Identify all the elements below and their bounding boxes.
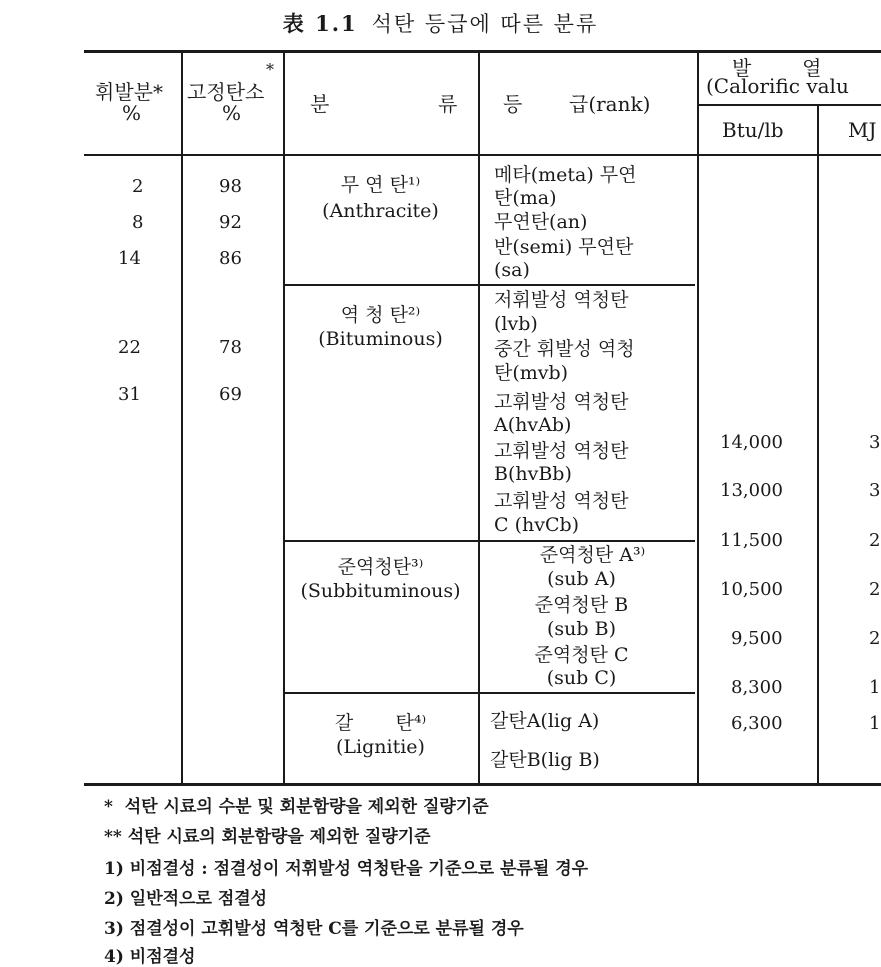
footnote: 1) 비점결성 : 점결성이 저휘발성 역청탄을 기준으로 분류될 경우: [104, 859, 589, 879]
volatile-cell: 22: [118, 337, 141, 358]
class-anthracite-ko: 무 연 탄¹⁾: [340, 174, 421, 196]
class-subbituminous-en: (Subbituminous): [300, 580, 461, 602]
header-calorific-en: (Calorific valu: [706, 74, 849, 98]
rank-line: (sub A): [547, 568, 616, 590]
class-anthracite-en: (Anthracite): [322, 200, 439, 222]
mj-cell: 3: [869, 432, 881, 453]
rank-line: 탄(mvb): [494, 362, 569, 384]
footnote: * 석탄 시료의 수분 및 회분함량을 제외한 질량기준: [104, 797, 489, 817]
class-bituminous-ko: 역 청 탄²⁾: [340, 304, 421, 326]
header-volatile: 휘발분*: [95, 80, 163, 104]
header-calorific-ko: 발 열: [732, 56, 822, 80]
volatile-cell: 31: [118, 384, 141, 405]
volatile-cell: 14: [118, 248, 141, 269]
col-divider-5: [817, 104, 819, 784]
class-subbituminous-ko: 준역청탄³⁾: [337, 556, 424, 578]
header-fixed-star: *: [266, 60, 274, 79]
rank-line: 고휘발성 역청탄: [494, 490, 629, 512]
subbituminous-rule: [285, 692, 695, 694]
header-btu: Btu/lb: [722, 118, 784, 142]
fixed-carbon-cell: 92: [219, 212, 242, 233]
rank-line: 중간 휘발성 역청: [494, 338, 635, 360]
btu-cell: 9,500: [731, 628, 783, 649]
btu-cell: 6,300: [731, 713, 783, 734]
btu-cell: 14,000: [720, 432, 783, 453]
class-bituminous-en: (Bituminous): [318, 328, 443, 350]
rank-line: A(hvAb): [494, 414, 572, 436]
header-fixed-carbon: 고정탄소: [187, 80, 265, 104]
volatile-cell: 2: [132, 176, 144, 197]
btu-cell: 8,300: [731, 677, 783, 698]
class-lignite-ko: 갈 탄⁴⁾: [334, 712, 427, 734]
header-fixed-unit: %: [222, 101, 242, 125]
header-mj: MJ: [848, 118, 877, 142]
header-class-b: 류: [438, 92, 458, 116]
class-lignite-en: (Lignitie): [336, 736, 425, 758]
header-class-a: 분: [310, 92, 330, 116]
col-divider-1: [181, 52, 183, 784]
footnote: 4) 비점결성: [104, 947, 196, 967]
footnote: 2) 일반적으로 점결성: [104, 889, 268, 909]
footnote: 3) 점결성이 고휘발성 역청탄 C를 기준으로 분류될 경우: [104, 919, 524, 939]
rank-line: 고휘발성 역청탄: [494, 391, 629, 413]
header-rank-b: 급(rank): [569, 92, 651, 116]
header-rank-a: 등: [503, 92, 523, 116]
rank-line: 무연탄(an): [494, 211, 588, 233]
rank-line: (sa): [494, 259, 530, 281]
mj-cell: 2: [869, 628, 881, 649]
rank-line: 저휘발성 역청탄: [494, 289, 629, 311]
rank-line: 준역청탄 B: [534, 594, 629, 616]
table-number: 表 1.1: [282, 11, 358, 36]
rank-line: (sub B): [547, 618, 616, 640]
header-volatile-unit: %: [122, 101, 142, 125]
rank-line: C (hvCb): [494, 514, 580, 536]
table-caption: 석탄 등급에 따른 분류: [371, 12, 599, 36]
mj-cell: 1: [869, 713, 881, 734]
mj-cell: 2: [869, 579, 881, 600]
rank-line: B(hvBb): [494, 463, 572, 485]
header-rule: [84, 154, 881, 156]
rank-line: 준역청탄 C: [534, 644, 629, 666]
rank-line: 준역청탄 A³⁾: [539, 544, 646, 566]
footnote: ** 석탄 시료의 회분함량을 제외한 질량기준: [104, 827, 431, 847]
btu-cell: 10,500: [720, 579, 783, 600]
btu-cell: 13,000: [720, 480, 783, 501]
cal-sub-rule: [698, 104, 881, 106]
btu-cell: 11,500: [720, 530, 783, 551]
bituminous-rule: [285, 540, 695, 542]
fixed-carbon-cell: 69: [219, 384, 242, 405]
anthracite-rule: [285, 284, 695, 286]
col-divider-2: [283, 52, 285, 784]
mj-cell: 1: [869, 677, 881, 698]
rank-line: 탄(ma): [494, 187, 557, 209]
rank-line: 반(semi) 무연탄: [494, 236, 634, 258]
mj-cell: 2: [869, 530, 881, 551]
table-title: [0, 8, 881, 38]
rank-line: 고휘발성 역청탄: [494, 440, 629, 462]
fixed-carbon-cell: 78: [219, 337, 242, 358]
rank-line: (sub C): [546, 667, 617, 689]
rank-line: 갈탄B(lig B): [490, 749, 600, 771]
rank-line: (lvb): [494, 313, 538, 335]
volatile-cell: 8: [132, 212, 144, 233]
bottom-rule: [84, 783, 881, 786]
rank-line: 갈탄A(lig A): [490, 710, 600, 732]
fixed-carbon-cell: 86: [219, 248, 242, 269]
rank-line: 메타(meta) 무연: [494, 164, 637, 186]
col-divider-4: [697, 52, 699, 784]
fixed-carbon-cell: 98: [219, 176, 242, 197]
mj-cell: 3: [869, 480, 881, 501]
